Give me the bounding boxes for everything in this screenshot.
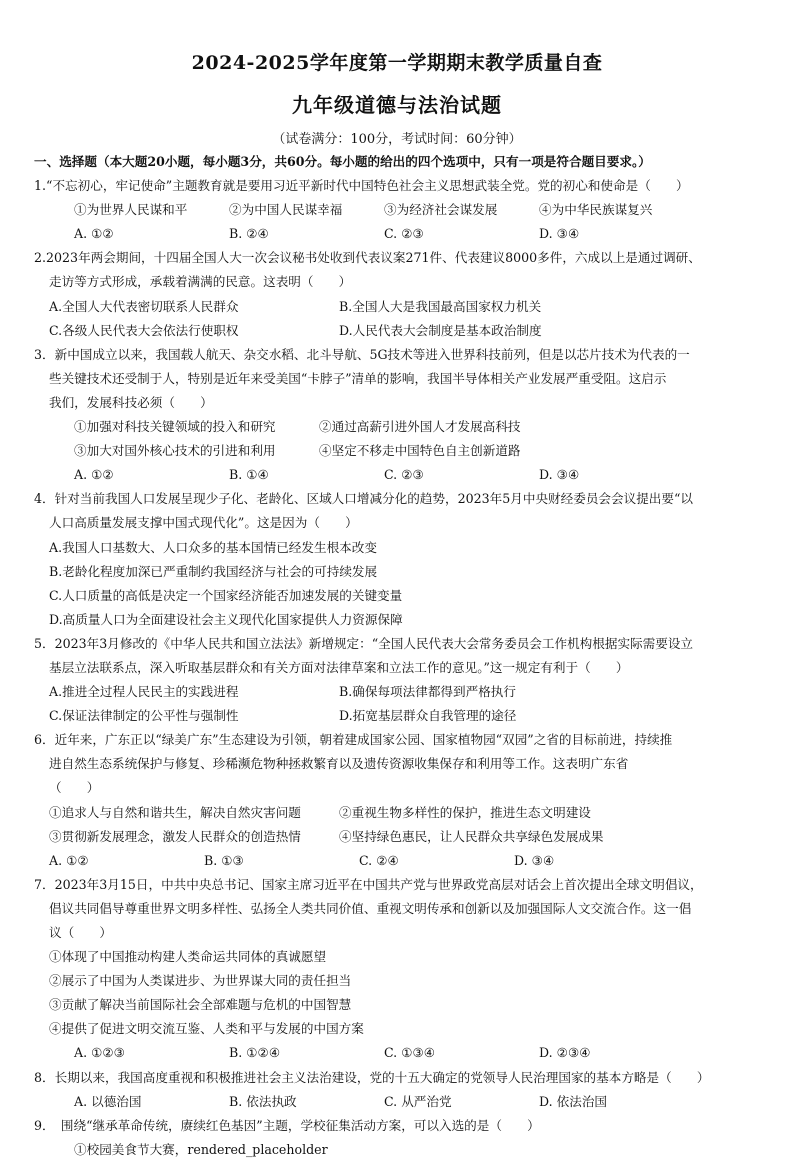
q2-option-d: D.人民代表大会制度是基本政治制度 [339,322,542,338]
q8-option-c: C. 从严治党 [384,1093,452,1109]
q7-option-d: D. ②③④ [539,1045,591,1061]
q7-statement-2: ②展示了中国为人类谋进步、为世界谋大同的责任担当 [49,973,352,989]
q7-statement-3: ③贡献了解决当前国际社会全部难题与危机的中国智慧 [49,997,352,1013]
q6-statement-3: ③贯彻新发展理念，激发人民群众的创造热情 [49,828,301,844]
q4-option-c: C.人口质量的高低是决定一个国家经济能否加速发展的关键变量 [49,587,403,603]
question-list [34,150,784,1162]
q3-stem-line2: 些关键技术还受制于人，特别是近年来受美国“卡脖子”清单的影响，我国半导体相关产业发展严重受阻。这启示 [49,370,667,386]
q1-option-c: C. ②③ [384,226,424,242]
q2-options-row2 [34,319,784,343]
q5-option-a: A.推进全过程人民民主的实践进程 [49,684,239,700]
q3-statement-1: ①加强对科技关键领域的投入和研究 [74,419,276,435]
q3-statement-2: ②通过高薪引进外国人才发展高科技 [319,419,521,435]
q3-statement-3: ③加大对国外核心技术的引进和利用 [74,443,276,459]
q3-option-b: B. ①④ [229,467,269,483]
q6-stem-line2: 进自然生态系统保护与修复、珍稀濒危物种拯救繁育以及遗传资源收集保存和利用等工作。这表明广东省 [49,756,629,772]
q6-statement-4: ④坚持绿色惠民，让人民群众共享绿色发展成果 [339,828,604,844]
q6-option-c: C. ②④ [359,852,399,868]
q6-statements-row2 [34,825,784,849]
q5-option-b: B.确保每项法律都得到严格执行 [339,684,516,700]
q1-option-a: A. ①② [74,226,114,242]
q1-statements [34,198,784,222]
q8-options [34,1090,784,1114]
q7-options [34,1041,784,1065]
q4-stem-line2: 人口高质量发展支撑中国式现代化”。这是因为（ ） [49,515,358,531]
q6-options [34,849,784,873]
q5-options-row1 [34,680,784,704]
q5-option-c: C.保证法律制定的公平性与强制性 [49,708,239,724]
q3-statements-row1 [34,415,784,439]
q2-option-a: A.全国人大代表密切联系人民群众 [49,298,239,314]
q6-statements-row1 [34,801,784,825]
q3-stem-line3: 我们，发展科技必须（ ） [49,394,213,410]
section-heading: 一、选择题（本大题20小题，每小题3分，共60分。每小题的给出的四个选项中，只有一项是符合题目要求。） [34,154,651,169]
q1-statement-3: ③为经济社会谋发展 [384,202,498,218]
q3-stem-line1: 3．新中国成立以来，我国载人航天、杂交水稻、北斗导航、5G技术等进入世界科技前列，但是以芯片技术为代表的一 [34,346,690,362]
exam-info: （试卷满分：100分，考试时间：60分钟） [272,132,522,147]
q6-option-a: A. ①② [49,852,89,868]
q2-options-row1 [34,295,784,319]
q6-statement-2: ②重视生物多样性的保护，推进生态文明建设 [339,804,591,820]
q4-option-a: A.我国人口基数大、人口众多的基本国情已经发生根本改变 [49,539,377,555]
q3-option-a: A. ①② [74,467,114,483]
q4-option-b: B.老龄化程度加深已严重制约我国经济与社会的可持续发展 [49,563,378,579]
q5-options-row2 [34,704,784,728]
q8-option-d: D. 依法治国 [539,1093,608,1109]
q9-statement-1: ①校园美食节大赛，rendered_placeholder [74,1141,328,1157]
q5-option-d: D.拓宽基层群众自我管理的途径 [339,708,517,724]
q7-option-b: B. ①②④ [229,1045,281,1061]
q6-stem-line3: （ ） [49,780,100,796]
q3-option-c: C. ②③ [384,467,424,483]
q1-statement-2: ②为中国人民谋幸福 [229,202,343,218]
q7-option-c: C. ①③④ [384,1045,436,1061]
q1-stem: 1.“不忘初心，牢记使命”主题教育就是要用习近平新时代中国特色社会主义思想武装全党。党的初心和使命是（ ） [34,178,689,194]
q8-stem: 8．长期以来，我国高度重视和积极推进社会主义法治建设，党的十五大确定的党领导人民治理国家的基本方略是（ ） [34,1069,710,1085]
q1-statement-4: ④为中华民族谋复兴 [539,202,653,218]
q7-stem-line1: 7．2023年3月15日，中共中央总书记、国家主席习近平在中国共产党与世界政党高层对话会上首次提出全球文明倡议， [34,876,703,892]
q1-statement-1: ①为世界人民谋和平 [74,202,188,218]
q5-stem-line2: 基层立法联系点，深入听取基层群众和有关方面对法律草案和立法工作的意见。”这一规定有利于（ ） [49,659,629,675]
q7-stem-line2: 倡议共同倡导尊重世界文明多样性、弘扬全人类共同价值、重视文明传承和创新以及加强国际人文交流合作。这一倡 [49,900,692,916]
q3-option-d: D. ③④ [539,467,580,483]
q1-options [34,222,784,246]
q6-option-d: D. ③④ [514,852,555,868]
q7-stem-line3: 议（ ） [49,925,112,940]
q1-option-d: D. ③④ [539,226,580,242]
q3-statements-row2 [34,439,784,463]
q7-option-a: A. ①②③ [74,1045,125,1061]
q3-options [34,463,784,487]
q3-statement-4: ④坚定不移走中国特色自主创新道路 [319,443,521,459]
q1-option-b: B. ②④ [229,226,269,242]
q6-stem-line1: 6．近年来，广东正以“绿美广东”生态建设为引领，朝着建成国家公园、国家植物园“双园”之省的目标前进，持续推 [34,732,673,748]
q7-statement-1: ①体现了中国推动构建人类命运共同体的真诚愿望 [49,949,327,965]
q4-option-d: D.高质量人口为全面建设社会主义现代化国家提供人力资源保障 [49,611,403,627]
exam-title: 2024-2025学年度第一学期期末教学质量自查 [191,52,603,74]
q8-option-a: A. 以德治国 [74,1093,142,1109]
q6-option-b: B. ①③ [204,852,244,868]
q7-statement-4: ④提供了促进文明交流互鉴、人类和平与发展的中国方案 [49,1021,364,1037]
q2-option-c: C.各级人民代表大会依法行使职权 [49,322,239,338]
q2-stem-line2: 走访等方式形成，承载着满满的民意。这表明（ ） [49,274,352,290]
q5-stem-line1: 5．2023年3月修改的《中华人民共和国立法法》新增规定：“全国人民代表大会常务委员会工作机构根据实际需要设立 [34,635,694,651]
q8-option-b: B. 依法执政 [229,1093,297,1109]
q4-stem-line1: 4．针对当前我国人口发展呈现少子化、老龄化、区域人口增减分化的趋势，2023年5月中央财经委员会会议提出要“以 [34,491,694,507]
q2-stem-line1: 2.2023年两会期间，十四届全国人大一次会议秘书处收到代表议案271件、代表建议8000多件，六成以上是通过调研、 [34,250,701,266]
exam-subtitle: 九年级道德与法治试题 [292,93,502,117]
q2-option-b: B.全国人大是我国最高国家权力机关 [339,298,542,314]
q9-stem: 9． 围绕“继承革命传统，赓续红色基因”主题，学校征集活动方案，可以入选的是（ ） [34,1117,540,1133]
q6-statement-1: ①追求人与自然和谐共生，解决自然灾害问题 [49,804,301,820]
